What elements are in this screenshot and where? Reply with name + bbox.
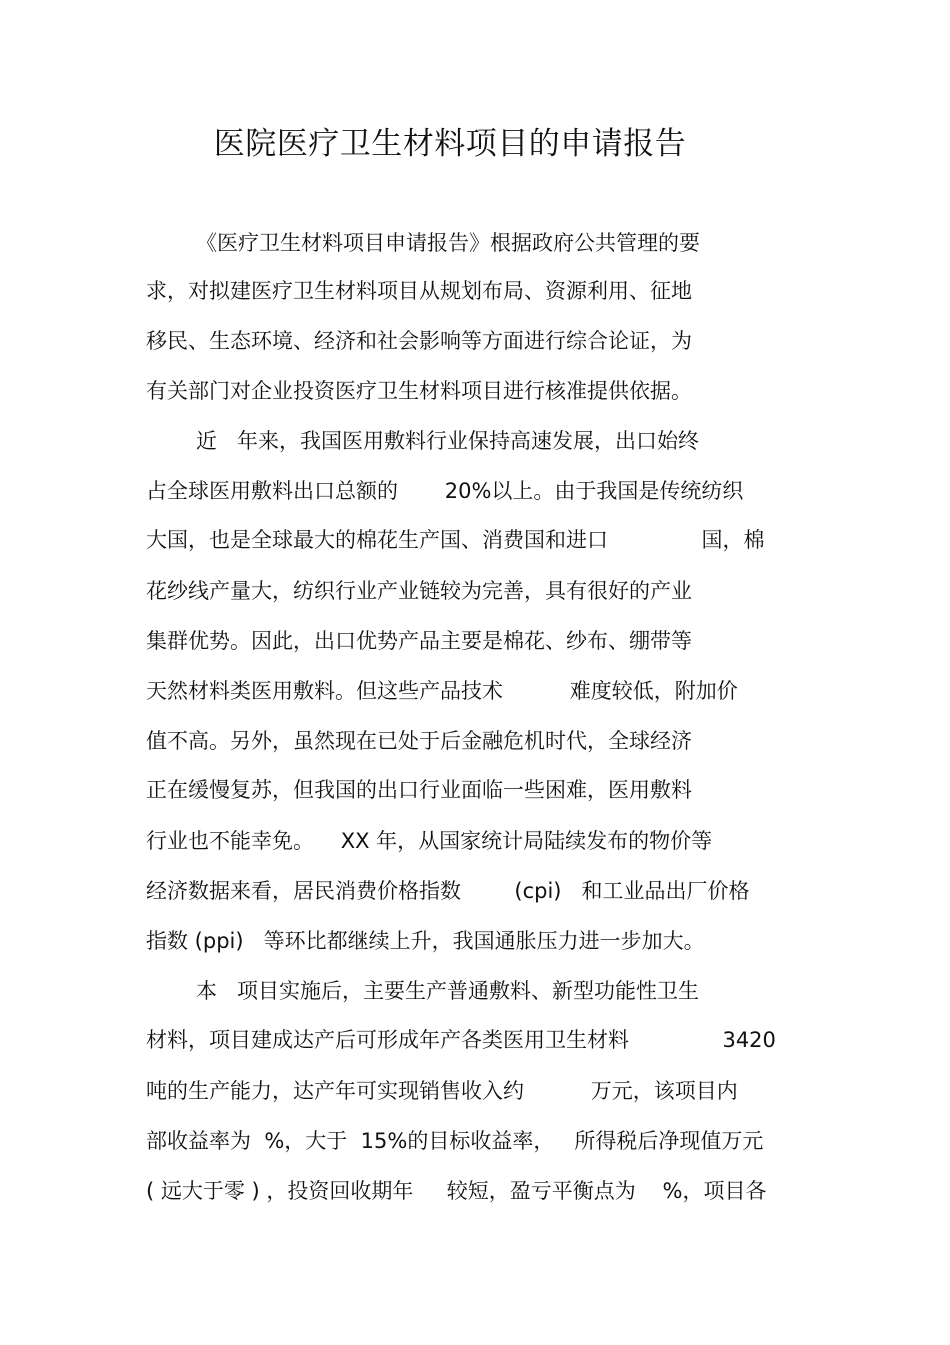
paragraph-line: 经济数据来看，居民消费价格指数 (cpi) 和工业品出厂价格 <box>146 879 750 903</box>
paragraph-line: 《医疗卫生材料项目申请报告》根据政府公共管理的要 <box>196 231 700 255</box>
paragraph-line: 集群优势。因此，出口优势产品主要是棉花、纱布、绷带等 <box>146 629 692 653</box>
paragraph-line: 本 项目实施后，主要生产普通敷料、新型功能性卫生 <box>196 979 700 1003</box>
paragraph-line: 天然材料类医用敷料。但这些产品技术 难度较低，附加价 <box>146 679 738 703</box>
paragraph-line: 花纱线产量大，纺织行业产业链较为完善，具有很好的产业 <box>146 579 692 603</box>
document-title: 医院医疗卫生材料项目的申请报告 <box>213 126 687 162</box>
paragraph-line: 移民、生态环境、经济和社会影响等方面进行综合论证，为 <box>146 329 692 353</box>
paragraph-line: 求，对拟建医疗卫生材料项目从规划布局、资源利用、征地 <box>146 279 692 303</box>
paragraph-line: 部收益率为 %，大于 15%的目标收益率， 所得税后净现值万元 <box>146 1129 764 1153</box>
paragraph-line: 正在缓慢复苏，但我国的出口行业面临一些困难，医用敷料 <box>146 778 692 802</box>
paragraph-line: 有关部门对企业投资医疗卫生材料项目进行核准提供依据。 <box>146 379 692 403</box>
paragraph-line: 近 年来，我国医用敷料行业保持高速发展，出口始终 <box>196 429 700 453</box>
paragraph-line: 指数 (ppi) 等环比都继续上升，我国通胀压力进一步加大。 <box>146 929 705 953</box>
paragraph-line: ( 远大于零 ) ，投资回收期年 较短，盈亏平衡点为 %，项目各 <box>146 1179 767 1203</box>
paragraph-line: 吨的生产能力，达产年可实现销售收入约 万元，该项目内 <box>146 1079 738 1103</box>
paragraph-line: 行业也不能幸免。 XX 年，从国家统计局陆续发布的物价等 <box>146 829 713 853</box>
paragraph-line: 占全球医用敷料出口总额的 20%以上。由于我国是传统纺织 <box>146 479 744 503</box>
paragraph-line: 大国，也是全球最大的棉花生产国、消费国和进口 国，棉 <box>146 528 765 552</box>
paragraph-line: 值不高。另外，虽然现在已处于后金融危机时代，全球经济 <box>146 729 692 753</box>
paragraph-line: 材料，项目建成达产后可形成年产各类医用卫生材料 3420 <box>146 1028 776 1052</box>
